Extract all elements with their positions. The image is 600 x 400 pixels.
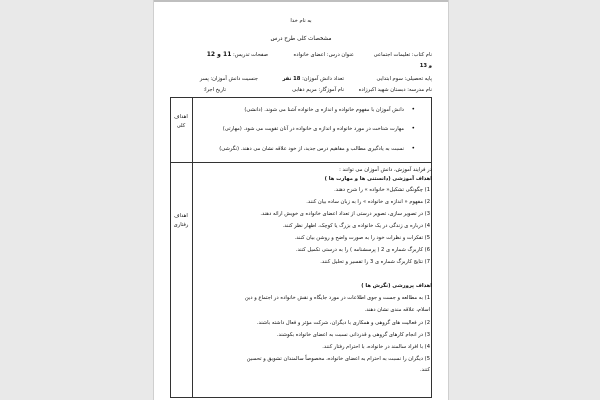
student-count xyxy=(282,76,344,82)
attitude-goal-item: 5) دیگران را نسبت به احترام به اعضای خانواده، مخصوصاً سالمندان تشویق و تحسین xyxy=(246,356,430,362)
teaching-pages xyxy=(207,52,268,58)
goals-row-divider xyxy=(170,162,432,163)
attitude-goal-item: کنند. xyxy=(420,367,430,373)
top-border xyxy=(154,0,448,2)
bullet-dot: • xyxy=(411,145,415,152)
general-goal-item: دانش آموزان با مفهوم خانواده و اندازه ی خانواده آشنا می شوند. (دانشی) xyxy=(244,107,404,113)
attitude-goal-item: اسلام، علاقه مندی نشان دهند. xyxy=(364,307,430,313)
behavioral-intro: در فرایند آموزش، دانش آموزان می توانند : xyxy=(339,167,432,173)
attitude-goals-heading: اهداف پرورشی (نگرش ها ) xyxy=(361,283,432,289)
students-value: 18 نفر xyxy=(282,76,301,82)
document-title: مشخصات کلی طرح درس xyxy=(270,36,332,42)
educational-goals-heading: اهداف آموزشی (دانستنی ها و مهارت ها ) xyxy=(324,176,432,182)
document-page xyxy=(153,0,449,400)
bullet-dot: • xyxy=(411,106,415,113)
educational-goal-item: 2) مفهوم « اندازه ی خانواده » را به زبان ساده بیان کنند. xyxy=(306,199,430,205)
educational-goal-item: 4) درباره ی زندگی در یک خانواده ی بزرگ یا کوچک، اظهار نظر کنند. xyxy=(282,223,430,229)
goals-table-divider xyxy=(192,97,193,398)
bullet-dot: • xyxy=(411,125,415,132)
grade: پایه تحصیلی: سوم ابتدایی xyxy=(376,76,432,82)
school-name: نام مدرسه: دبستان شهید اکبرزاده xyxy=(358,87,432,93)
students-label: تعداد دانش آموزان: xyxy=(302,76,344,82)
educational-goal-item: 1) چگونگی تشکیل« خانواده » را شرح دهند. xyxy=(334,187,430,193)
pages-label: صفحات تدریس: xyxy=(233,52,268,58)
book-name: نام کتاب: تعلیمات اجتماعی xyxy=(373,52,432,58)
lesson-title: عنوان درس: اعضای خانواده xyxy=(293,52,354,58)
execution-date: تاریخ اجرا: xyxy=(203,87,226,93)
behavioral-goals-label-1: اهداف xyxy=(174,213,188,219)
attitude-goal-item: 4) با افراد سالمند در خانواده، با احترام رفتار کنند. xyxy=(322,344,430,350)
general-goals-label-1: اهداف xyxy=(174,114,188,120)
bismillah-heading: به نام خدا xyxy=(290,18,312,24)
student-gender: جنسیت دانش آموزان: پسر xyxy=(199,76,258,82)
general-goal-item: نسبت به یادگیری مطالب و مفاهیم درس جدید، از خود علاقه نشان می دهند. (نگرشی) xyxy=(219,146,404,152)
attitude-goal-item: 1) به مطالعه و جست و جوی اطلاعات در مورد جایگاه و نقش خانواده در اجتماع و دین xyxy=(244,295,430,301)
attitude-goal-item: 2) در فعالیت های گروهی و همکاری با دیگران، شرکت مؤثر و فعال داشته باشند. xyxy=(256,320,430,326)
pages-value: 11 و 12 xyxy=(206,51,232,58)
educational-goal-item: 3) در تصویر سازی، تصویر درستی از تعداد اعضای خانواده ی خویش ارائه دهند. xyxy=(260,211,430,217)
teacher-name: نام آموزگار: مریم ذهابی xyxy=(292,87,344,93)
attitude-goal-item: 3) در انجام کارهای گروهی و قدردانی نسبت به اعضای خانواده بکوشند. xyxy=(276,332,430,338)
educational-goal-item: 7) نتایج کاربرگ شماره ی 3 را تفسیر و تحلیل کنند. xyxy=(320,259,430,265)
behavioral-goals-label-2: رفتاری xyxy=(173,222,189,228)
general-goals-label-2: کلی xyxy=(176,123,186,129)
educational-goal-item: 6) کاربرگ شماره ی 2 ( پرسشنامه ) را به درستی تکمیل کنند. xyxy=(295,247,430,253)
general-goal-item: مهارت شناخت در مورد خانواده و اندازه ی خانواده در آنان تقویت می شود. (مهارتی) xyxy=(222,126,404,132)
educational-goal-item: 5) تفکرات و نظرات خود را به صورت واضح و روشن بیان کنند. xyxy=(294,235,430,241)
pages-continued: و 13 xyxy=(419,63,432,69)
